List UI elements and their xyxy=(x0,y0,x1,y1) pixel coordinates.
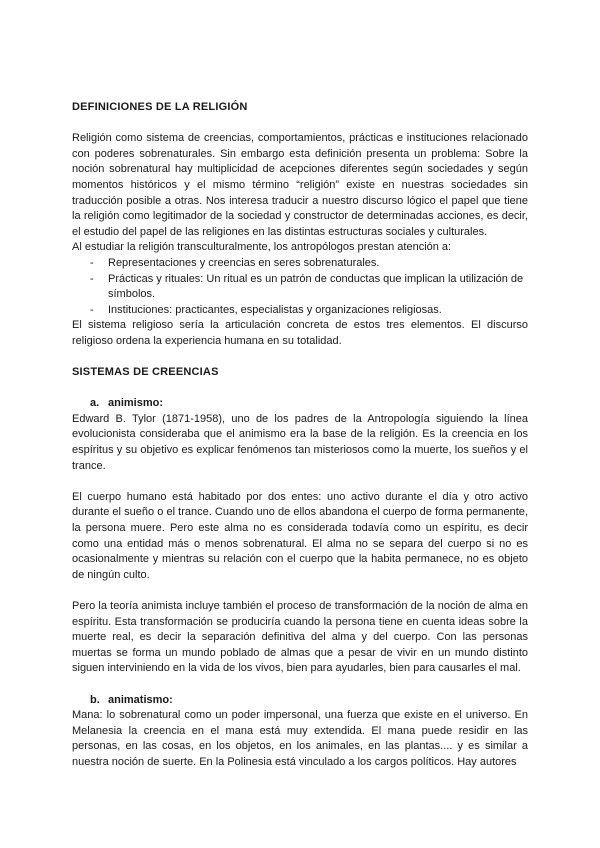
list-item xyxy=(72,303,528,319)
subheading-animismo xyxy=(72,396,528,412)
paragraph-definition: Religión como sistema de creencias, comportamientos, prácticas e instituciones relacionado con poderes sobrenaturales. Sin embargo esta definición presenta un problema: Sobre la noción sobrenatural hay multiplicidad de acepciones diferentes según sociedades y según momentos históricos y el mismo término “religión” existe en nuestras sociedades sin traducción posible a otras. Nos interesa traducir a nuestro discurso lógico el papel que tiene la religión como legitimador de la sociedad y constructor de determinadas acciones, es decir, el estudio del papel de las religiones en las distintas estructuras sociales y culturales. xyxy=(72,132,528,238)
dash-list xyxy=(72,256,528,318)
list-item-text: Representaciones y creencias en seres sobrenaturales. xyxy=(108,256,380,269)
dash-bullet: - xyxy=(90,272,94,285)
paragraph-system-articulation: El sistema religioso sería la articulación concreta de estos tres elementos. El discurso religioso ordena la experiencia humana en su totalidad. xyxy=(72,319,528,347)
paragraph-animatismo-1: Mana: lo sobrenatural como un poder impersonal, una fuerza que existe en el universo. En Melanesia la creencia en el mana está muy extendida. El mana puede residir en las personas, en las cosas, en los objetos, en los animales, en las plantas.... y es similar a nuestra noción de suerte. En la Polinesia está vinculado a los cargos políticos. Hay autores xyxy=(72,709,528,768)
section-title-sistemas: SISTEMAS DE CREENCIAS xyxy=(72,366,219,379)
list-item xyxy=(72,272,528,303)
list-item-text: Prácticas y rituales: Un ritual es un patrón de conductas que implican la utilización de símbolos. xyxy=(108,272,524,301)
subheading-letter: b. xyxy=(90,693,100,706)
paragraph-animismo-3: Pero la teoría animista incluye también el proceso de transformación de la noción de alma en espíritu. Esta transformación se produciría cuando la persona tiene en cuenta ideas sobre la muerte real, es decir la separación definitiva del alma y del cuerpo. Con las personas muertas se forma un mundo poblado de almas que a pesar de vivir en un mundo distinto siguen interviniendo en la vida de los vivos, bien para ayudarles, bien para causarles el mal. xyxy=(72,600,528,675)
paragraph-animismo-1: Edward B. Tylor (1871-1958), uno de los padres de la Antropología siguiendo la línea evolucionista consideraba que el animismo era la base de la religión. Es la creencia en los espíritus y su objetivo es explicar fenómenos tan misteriosos como la muerte, los sueños y el trance. xyxy=(72,412,528,472)
subheading-letter: a. xyxy=(90,397,100,410)
dash-bullet: - xyxy=(90,303,94,316)
paragraph-intro-list: Al estudiar la religión transculturalmente, los antropólogos prestan atención a: xyxy=(72,241,452,254)
subheading-text: animatismo: xyxy=(108,693,173,706)
section-title-definiciones: DEFINICIONES DE LA RELIGIÓN xyxy=(72,101,248,113)
list-item xyxy=(72,256,528,272)
subheading-text: animismo: xyxy=(108,397,164,410)
dash-bullet: - xyxy=(90,256,94,269)
list-item-text: Instituciones: practicantes, especialistas y organizaciones religiosas. xyxy=(108,303,442,316)
paragraph-animismo-2: El cuerpo humano está habitado por dos entes: uno activo durante el día y otro activo durante el sueño o el trance. Cuando uno de ellos abandona el cuerpo de forma permanente, la persona muere. Pero este alma no es considerada todavía como un espíritu, es decir como una entidad más o menos sobrenatural. El alma no se separa del cuerpo si no es ocasionalmente y mientras su relación con el cuerpo que la habita permanece, no es objeto de ningún culto. xyxy=(72,490,528,581)
subheading-animatismo xyxy=(72,693,528,709)
page-content xyxy=(72,100,528,771)
